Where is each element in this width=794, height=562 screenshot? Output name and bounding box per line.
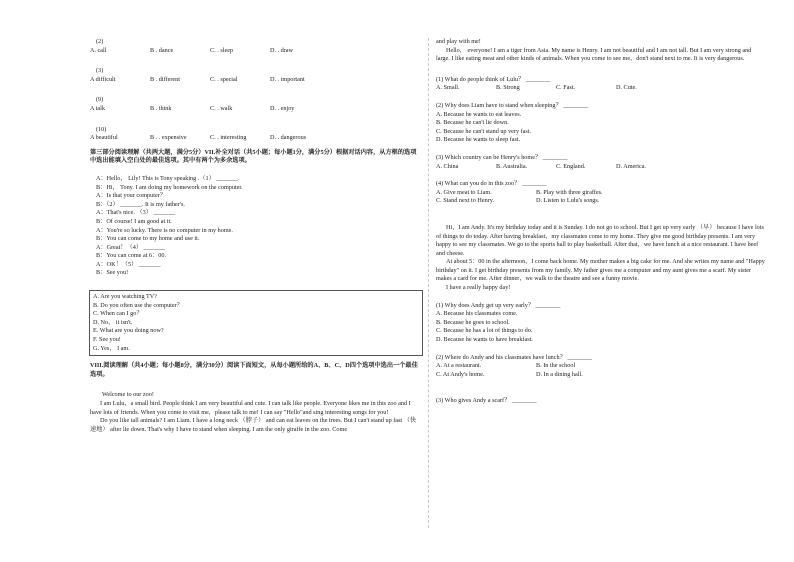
option-c: C. Because he has a lot of things to do. bbox=[436, 327, 533, 335]
option-c: C. At Andy's home. bbox=[436, 370, 485, 378]
option-c: C. Fast. bbox=[556, 84, 576, 92]
option-d: D. Because he wants to have breakfast. bbox=[436, 336, 533, 344]
box-option: D. No， it isn't. bbox=[93, 318, 133, 326]
passage-paragraph: I have a really happy day! bbox=[446, 284, 511, 292]
question-stem: (1) Why does Andy get up very early？ ________ bbox=[436, 301, 561, 309]
option-a: A. China bbox=[436, 162, 459, 170]
right-column bbox=[436, 38, 766, 406]
options-row bbox=[90, 76, 420, 85]
option-d: D. In a dining hall. bbox=[536, 370, 583, 378]
option-b: B . . expensive bbox=[150, 134, 187, 142]
option-c: C. England. bbox=[556, 162, 586, 170]
question-number: (2) bbox=[96, 38, 104, 45]
passage-title: Welcome to our zoo! bbox=[102, 391, 154, 399]
dialogue-line: B：See you! bbox=[96, 269, 129, 277]
passage-paragraph: At about 5：00 in the afternoon，I come back home. My mother makes a big cake for me. And she writes my name and "Happy birthday" on it. I get birthday presents from my family. My father gives me a computer and my aunt gives me a scarf. My sister makes a card for me. After dinner，we walk to the theatre and see a funny movie. bbox=[436, 258, 765, 283]
box-option: B. Do you often use the computer？ bbox=[93, 301, 183, 309]
option-d: D. Listen to Lulu's songs. bbox=[536, 197, 600, 205]
option-c: C. . special bbox=[210, 75, 238, 83]
options-row bbox=[90, 47, 420, 56]
box-option: F. See you! bbox=[93, 336, 121, 344]
question-stem: (2) Why does Liam have to stand when sleeping？ ________ bbox=[436, 101, 588, 109]
dialogue-line: B：（2） _______. It is my father's. bbox=[96, 200, 185, 208]
section-heading: 第三部分阅读理解（共两大题，满分5分）VII.补全对话（共5小题；每小题1分，满分5分）根据对话内容，从方框的选项中选出能填入空白处的最佳选项。其中有两个为多余选项。 bbox=[90, 148, 417, 165]
question-number: (3) bbox=[96, 67, 104, 75]
dialogue-line: A：Great！（4） _______ bbox=[96, 243, 166, 251]
question-number: (9) bbox=[96, 96, 104, 104]
option-b: B. Australia. bbox=[496, 162, 528, 170]
question-stem: (3) Which country can be Henry's home？ ________ bbox=[436, 153, 568, 161]
option-a: A. Small. bbox=[436, 84, 460, 92]
question-stem: (1) What do people think of Lulu？ ________ bbox=[436, 75, 551, 83]
dialogue bbox=[90, 175, 420, 278]
option-b: B. Play with three giraffes. bbox=[536, 188, 603, 196]
option-b: B . different bbox=[150, 75, 180, 83]
column-divider bbox=[428, 38, 429, 528]
question-stem: (4) What can you do in this zoo？ ________ bbox=[436, 180, 547, 188]
option-d: D. . important bbox=[270, 75, 305, 83]
option-a: A. Because he wants to eat leaves. bbox=[436, 110, 522, 118]
option-a: A. Give meat to Liam. bbox=[436, 188, 492, 196]
options-box bbox=[89, 290, 423, 356]
section-heading: VIII.阅读理解（共4小题；每小题8分，满分30分）阅读下面短文，从每小题所给的A、B、C、D四个选项中选出一个最佳选项。 bbox=[90, 362, 418, 378]
options-row bbox=[436, 362, 766, 371]
box-option: G. Yes， I am. bbox=[93, 344, 130, 352]
box-option: C. When can I go？ bbox=[93, 310, 143, 318]
option-c: C. . interesting bbox=[210, 134, 247, 142]
option-a: A beautiful bbox=[90, 134, 118, 142]
option-a: A. call bbox=[90, 46, 107, 54]
option-b: B. Strong bbox=[496, 84, 520, 92]
options-row bbox=[90, 134, 420, 143]
option-b: B . dance bbox=[150, 46, 174, 54]
box-option: E. What are you doing now? bbox=[93, 327, 164, 335]
option-b: B. Because he can't lie down. bbox=[436, 119, 509, 127]
box-option: A. Are you watching TV? bbox=[93, 293, 157, 301]
option-b: B. Because he goes to school. bbox=[436, 318, 510, 326]
options-row bbox=[436, 163, 766, 172]
option-d: D. . dangerous bbox=[270, 134, 307, 142]
option-a: A difficult bbox=[90, 75, 116, 83]
option-a: A. At a restaurant. bbox=[436, 362, 482, 370]
passage-paragraph: Hello， everyone! I am a tiger from Asia. My name is Henry. I am not beautiful and I am not tall. But I am very strong and large. I like eating meat and other kinds of animals. When you come to see me，don't stand next to me. It is very dangerous. bbox=[436, 46, 752, 63]
options-row bbox=[436, 189, 766, 198]
passage-paragraph: Do you like tall animals? I am Liam. I have a long neck （脖子） and can eat leaves on the trees. But I can't stand up fast （快速地） after lie down. That's why I have to stand when sleeping. I am the only giraffe in the zoo. Come bbox=[90, 417, 417, 433]
option-d: D. . draw bbox=[270, 46, 294, 54]
option-a: A talk bbox=[90, 104, 105, 112]
question-number: (10) bbox=[96, 125, 107, 133]
dialogue-line: B：You can come to my home and use it. bbox=[96, 235, 200, 243]
dialogue-line: A：Hello， Lily! This is Tony speaking .（1） _______. bbox=[96, 174, 240, 182]
dialogue-line: A：That's nice. （3） _______ bbox=[96, 209, 176, 217]
dialogue-line: A：Is that your computer？ bbox=[96, 192, 166, 200]
option-c: C. . sleep bbox=[210, 46, 234, 54]
question-stem: (2) Where do Andy and his classmates have lunch？ ________ bbox=[436, 353, 593, 361]
options-row bbox=[436, 197, 766, 206]
passage-paragraph: I am Lulu，a small bird. People think I am very beautiful and cute. I can talk like people. Everyone likes me in this zoo and I have lots of friends. When you come to visit me，please talk to me! I can say "Hello"and sing interesting songs for you! bbox=[90, 400, 411, 416]
option-b: B . think bbox=[150, 104, 172, 112]
left-column bbox=[90, 38, 420, 434]
options-row bbox=[90, 105, 420, 114]
option-d: D. . enjoy bbox=[270, 104, 295, 112]
options-row bbox=[436, 84, 766, 93]
option-c: C. Because he can't stand up very fast. bbox=[436, 127, 532, 135]
passage-text: and play with me! bbox=[436, 38, 481, 45]
dialogue-line: B：Hi， Tony. I am doing my homework on the computer. bbox=[96, 183, 243, 191]
dialogue-line: B：You can come at 6：00. bbox=[96, 252, 167, 260]
option-d: D. America. bbox=[616, 162, 647, 170]
passage-paragraph: Hi，I am Andy. It's my birthday today and it is Sunday. I do not go to school. But I get up very early （早） because I have lots of things to do today. After having breakfast，my classmates come to my home. They give me good birthday presents. I am very happy to see my classmates. We go to the sports hall to play basketball. After that，we have lunch at a nice restaurant. I have beef and cheese. bbox=[436, 223, 764, 257]
dialogue-line: A：You're so lucky. There is no computer in my home. bbox=[96, 226, 233, 234]
option-d: D. Because he wants to sleep fast. bbox=[436, 136, 521, 144]
option-b: B. In the school bbox=[536, 362, 576, 370]
option-d: D. Cute. bbox=[616, 84, 637, 92]
option-a: A. Because his classmates come. bbox=[436, 310, 518, 318]
dialogue-line: A：OK！（5） _______ bbox=[96, 260, 161, 268]
options-row bbox=[436, 371, 766, 380]
dialogue-line: B：Of course! I am good at it. bbox=[96, 217, 172, 225]
option-c: C. Stand next to Henry. bbox=[436, 197, 495, 205]
option-c: C. . walk bbox=[210, 104, 233, 112]
question-stem: (3) Who gives Andy a scarf？ ________ bbox=[436, 397, 537, 405]
